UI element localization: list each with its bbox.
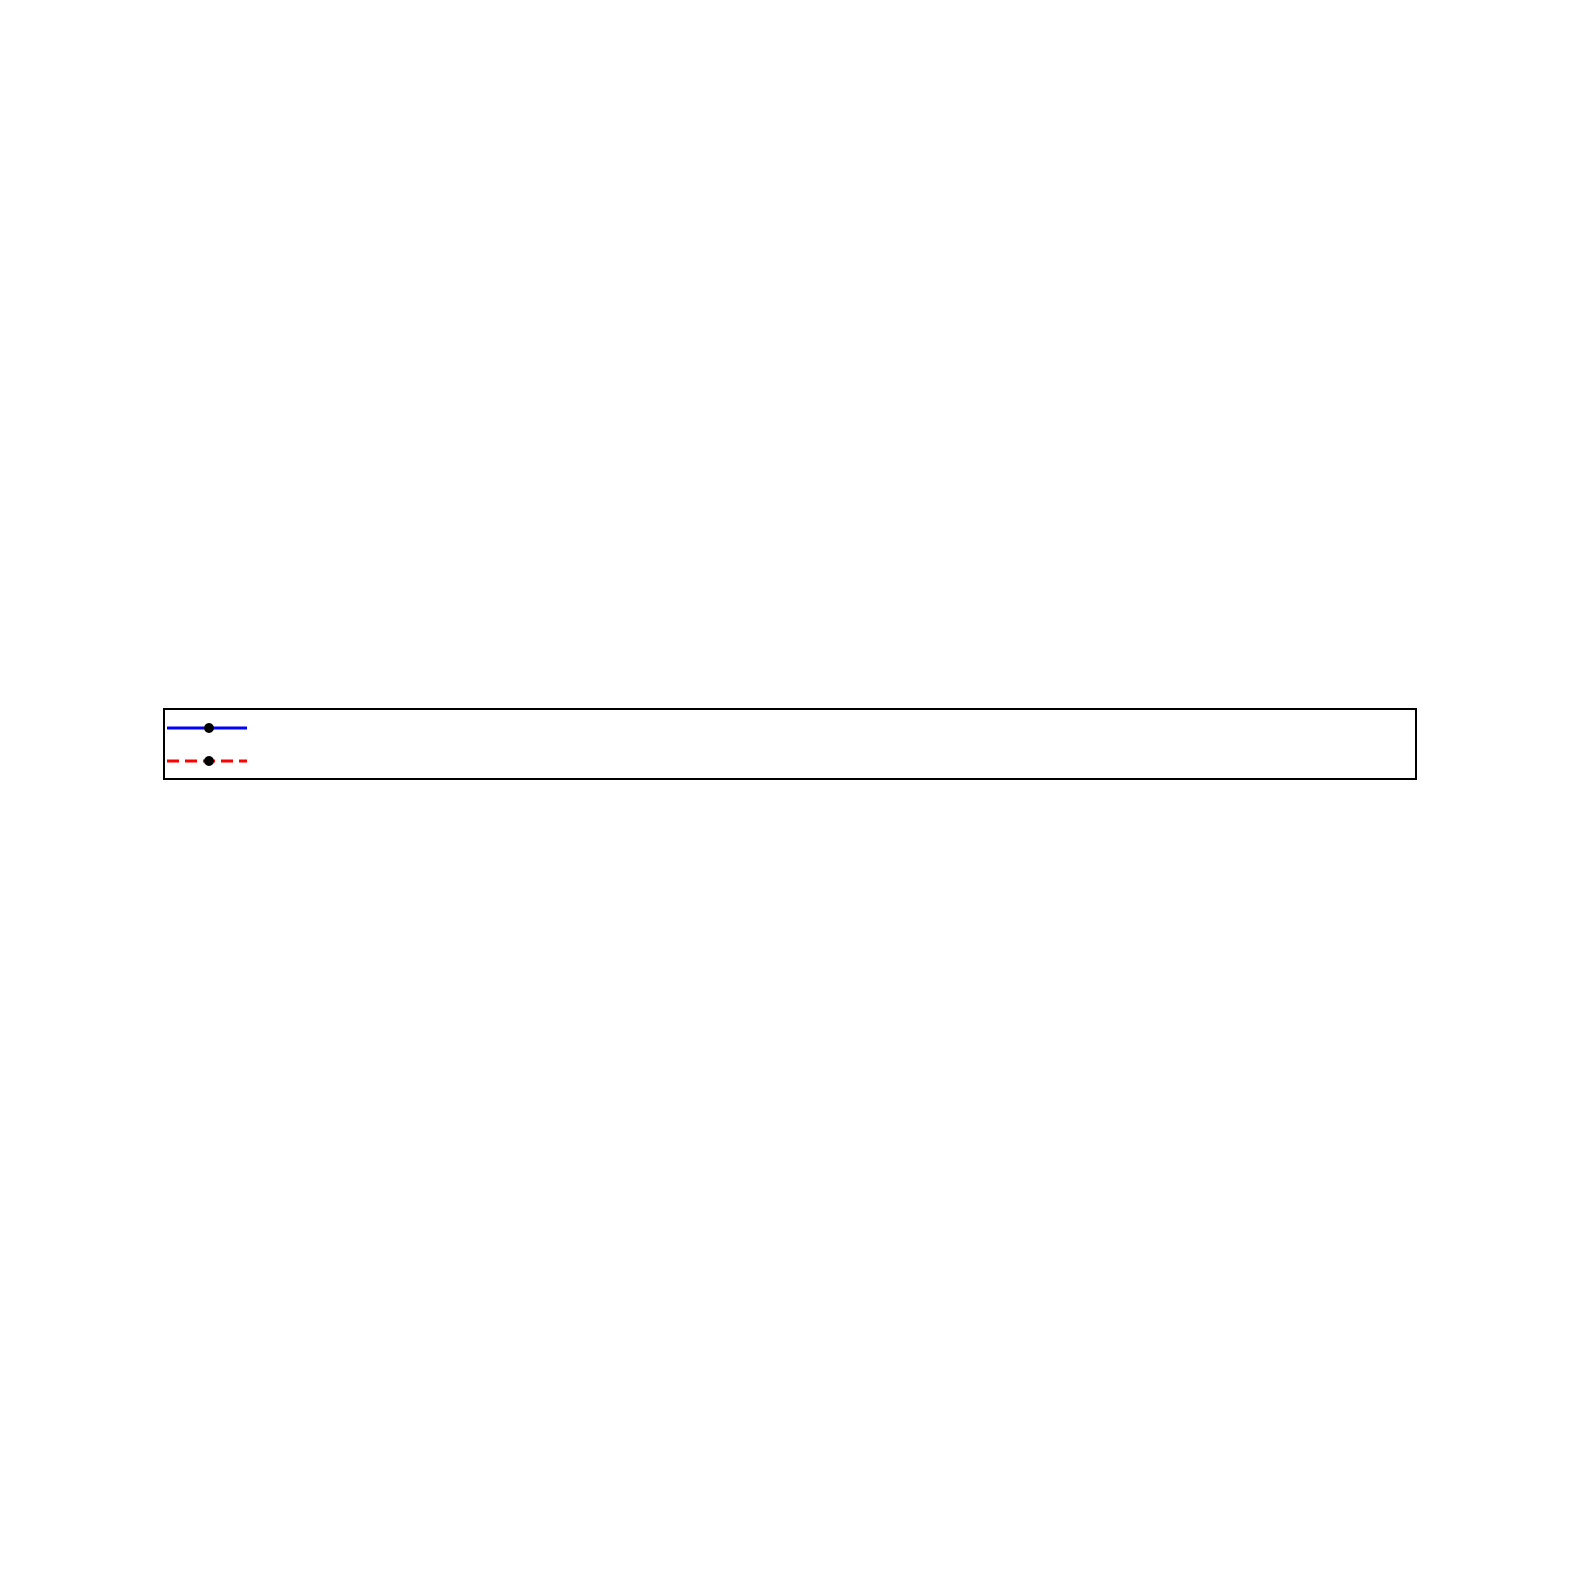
legend-entry-control-006 (165, 712, 1415, 744)
annual-cycle-chart (0, 0, 1575, 710)
legend-entry-control-016 (165, 745, 1415, 777)
legend (163, 708, 1417, 780)
legend-swatch-solid-blue (167, 714, 247, 742)
legend-swatch-dashed-red (167, 747, 247, 775)
